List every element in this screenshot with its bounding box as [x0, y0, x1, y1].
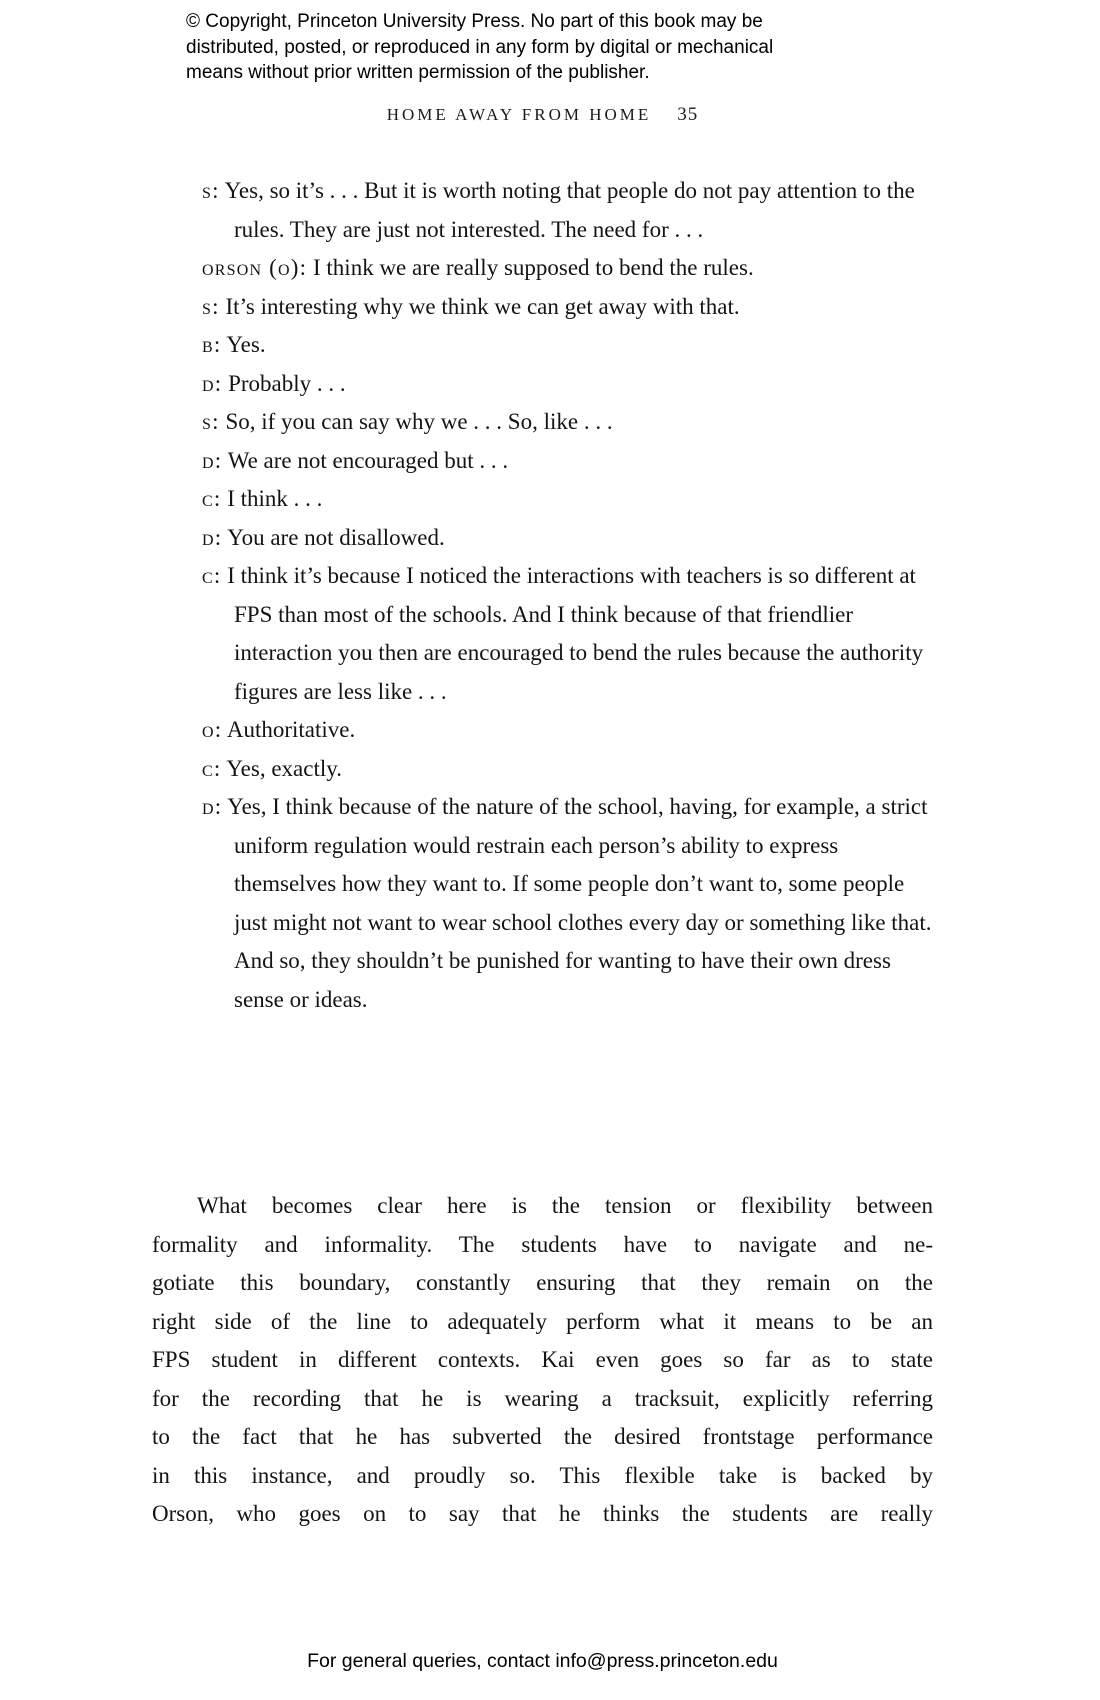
copyright-notice [186, 9, 866, 86]
paragraph-line: gotiate this boundary, constantly ensuring that they remain on the [152, 1270, 933, 1295]
paragraph-line: formality and informality. The students have to navigate and ne- [152, 1231, 933, 1257]
paragraph-line: for the recording that he is wearing a tracksuit, explicitly referring [152, 1385, 933, 1411]
speaker-label: b: [202, 332, 222, 357]
paragraph-line: Orson, who goes on to say that he thinks the students are really [152, 1501, 933, 1526]
copyright-line: distributed, posted, or reproduced in any form by digital or mechanical [186, 36, 774, 58]
paragraph-line: right side of the line to adequately perform what it means to be an [152, 1308, 933, 1334]
dialogue-text: I think we are really supposed to bend the rules. [313, 255, 754, 280]
paragraph-line: to the fact that he has subverted the desired frontstage performance [152, 1424, 933, 1449]
paragraph-line: in this instance, and proudly so. This flexible take is backed by [152, 1462, 933, 1488]
dialogue-entry [202, 519, 940, 558]
dialogue-entry [202, 557, 940, 711]
speaker-label: c: [202, 486, 222, 511]
speaker-label: s: [202, 409, 220, 434]
speaker-label: orson (o): [202, 255, 308, 280]
speaker-label: s: [202, 178, 220, 203]
dialogue-entry [202, 288, 940, 327]
page-number: 35 [677, 104, 699, 125]
dialogue-text: It’s interesting why we think we can get away with that. [225, 293, 740, 319]
dialogue-text: So, if you can say why we . . . So, like . . . [225, 409, 613, 434]
dialogue-text: I think it’s because I noticed the interactions with teachers is so different at FPS than most of the schools. And I think because of that friendlier interaction you then are encouraged to bend the rules because the authority figures are less like . . . [227, 563, 924, 704]
speaker-label: d: [202, 447, 223, 473]
dialogue-entry [202, 172, 940, 249]
speaker-label: c: [202, 755, 222, 781]
paragraph-line: What becomes clear here is the tension or flexibility between [197, 1193, 933, 1218]
dialogue-text: Yes, exactly. [226, 755, 343, 781]
footer-contact-line: For general queries, contact info@press.princeton.edu [307, 1650, 778, 1672]
dialogue-text: You are not disallowed. [227, 524, 445, 550]
running-head-title: HOME AWAY FROM HOME [386, 105, 652, 124]
speaker-label: s: [202, 293, 220, 319]
speaker-label: c: [202, 563, 222, 588]
dialogue-text: Yes, I think because of the nature of the school, having, for example, a strict uniform regulation would restrain each person’s ability to express themselves how they want to. If some people don’t want to, some people just might not want to wear school clothes every day or something like that. And so, they shouldn’t be punished for wanting to have their own dress sense or ideas. [227, 794, 932, 1012]
dialogue-entry [202, 249, 940, 288]
paragraph-line: FPS student in different contexts. Kai even goes so far as to state [152, 1347, 933, 1372]
dialogue-entry [202, 403, 940, 442]
dialogue-text: Probably . . . [228, 370, 346, 396]
dialogue-entry [202, 711, 940, 750]
body-paragraph [152, 1187, 933, 1534]
dialogue-entry [202, 365, 940, 404]
running-head [152, 104, 933, 126]
speaker-label: d: [202, 794, 223, 819]
dialogue-entry [202, 480, 940, 519]
dialogue-entry [202, 326, 940, 365]
dialogue-entry [202, 750, 940, 789]
speaker-label: d: [202, 370, 223, 396]
dialogue-text: We are not encouraged but . . . [227, 447, 509, 473]
dialogue-text: Authoritative. [226, 717, 356, 742]
copyright-line: © Copyright, Princeton University Press. No part of this book may be [186, 11, 763, 32]
speaker-label: d: [202, 524, 223, 550]
dialogue-entry [202, 442, 940, 481]
dialogue-text: Yes. [226, 332, 266, 357]
dialogue-text: I think . . . [227, 486, 323, 511]
dialogue-entry [202, 788, 940, 1019]
dialogue-text: Yes, so it’s . . . But it is worth noting that people do not pay attention to the rules. They are just not interested. The need for . . . [224, 178, 915, 242]
copyright-line: means without prior written permission of the publisher. [186, 62, 650, 83]
dialogue-transcript [202, 172, 940, 1019]
speaker-label: o: [202, 717, 223, 742]
